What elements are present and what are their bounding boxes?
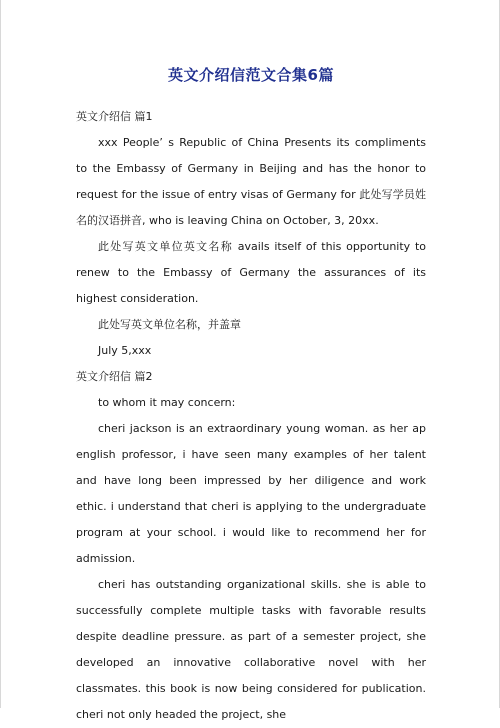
paragraph: cheri jackson is an extraordinary young woman. as her ap english professor, i have seen many examples of her talent and have long been impressed by her diligence and work ethic. i understand that cheri is applying to the undergraduate program at your school. i would like to recommend her for admission. [76,422,426,565]
section-heading: 英文介绍信 篇2 [76,370,153,383]
section-heading: 英文介绍信 篇1 [76,110,153,123]
paragraph: cheri has outstanding organizational skills. she is able to successfully complete multiple tasks with favorable results despite deadline pressure. as part of a semester project, she developed an innovative collaborative novel with her classmates. this book is now being considered for publication. cheri not only headed the project, she [76,578,426,721]
document-title: 英文介绍信范文合集6篇 [168,66,334,84]
paragraph: 此处写英文单位英文名称 avails itself of this opportunity to renew to the Embassy of Germany the assurances of its highest consideration. [76,240,426,305]
date-line: July 5,xxx [98,344,152,357]
salutation: to whom it may concern: [98,396,236,409]
paragraph: 此处写英文单位名称，并盖章 [98,318,241,331]
paragraph: xxx People’ s Republic of China Presents its compliments to the Embassy of Germany in Beijing and has the honor to request for the issue of entry visas of Germany for 此处写学员姓名的汉语拼音, who is leaving China on October, 3, 20xx. [76,136,426,227]
document-body [76,104,426,728]
